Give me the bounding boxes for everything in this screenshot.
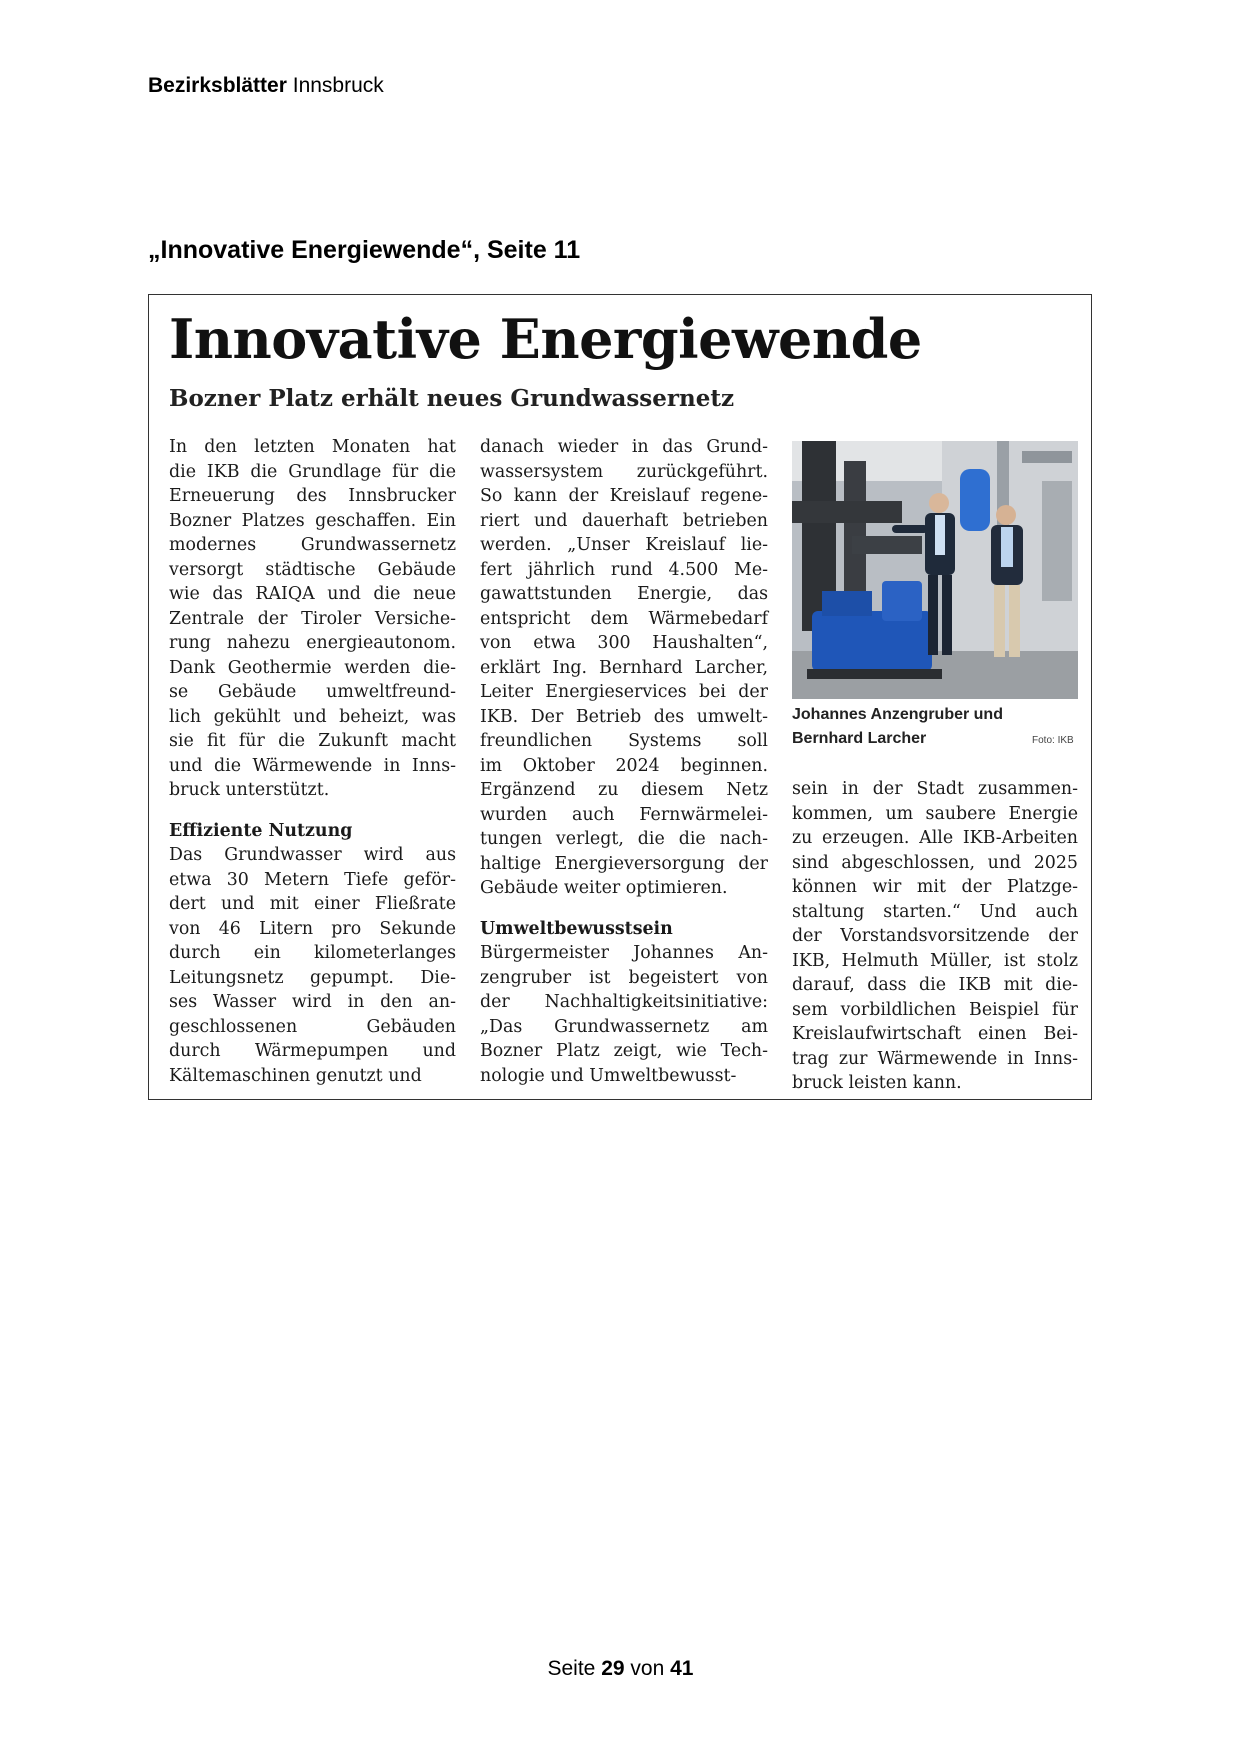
text-line: erklärt Ing. Bernhard Larcher, — [480, 657, 768, 678]
text-line: freundlichen Systems soll — [480, 731, 768, 751]
text-line: Bürgermeister Johannes An- — [480, 943, 768, 963]
text-line: entspricht dem Wärmebedarf — [480, 608, 768, 629]
text-line: nologie und Umweltbewusst- — [480, 1065, 737, 1086]
text-line: trag zur Wärmewende in Inns- — [792, 1048, 1078, 1069]
text-line: versorgt städtische Gebäude — [169, 559, 456, 580]
text-line: Erneuerung des Innsbrucker — [169, 486, 456, 506]
column-2-paragraph — [480, 435, 768, 901]
text-line: und die Wärmewende in Inns- — [169, 755, 456, 776]
page-footer — [0, 1657, 1241, 1681]
text-line: darauf, dass die IKB mit die- — [792, 975, 1078, 995]
text-line: wurden auch Fernwärmelei- — [480, 804, 768, 825]
text-line: können wir mit der Platzge- — [792, 877, 1078, 897]
section-heading-efficient-use: Effiziente Nutzung — [169, 820, 353, 841]
section-heading-environmental-awareness: Umweltbewusstsein — [480, 918, 673, 939]
article-photo — [792, 441, 1078, 699]
text-line: etwa 30 Metern Tiefe geför- — [169, 869, 456, 890]
text-line: sem vorbildlichen Beispiel für — [792, 999, 1078, 1020]
text-line: Bozner Platz zeigt, wie Tech- — [480, 1041, 768, 1061]
text-line: se Gebäude umweltfreund- — [169, 682, 456, 702]
text-line: In den letzten Monaten hat — [169, 437, 456, 457]
text-line: riert und dauerhaft betrieben — [480, 510, 768, 531]
text-line: fert jährlich rund 4.500 Me- — [480, 559, 768, 580]
text-line: geschlossenen Gebäuden — [169, 1016, 456, 1037]
text-line: Bozner Platzes geschaffen. Ein — [169, 510, 456, 531]
text-line: tungen verlegt, die die nach- — [480, 829, 768, 849]
text-line: „Das Grundwassernetz am — [480, 1016, 768, 1037]
text-line: bruck leisten kann. — [792, 1073, 962, 1093]
text-line: sind abgeschlossen, und 2025 — [792, 852, 1078, 873]
text-line: von 46 Litern pro Sekunde — [169, 918, 456, 939]
text-line: Dank Geothermie werden die- — [169, 657, 456, 678]
footer-page-number: 29 — [601, 1657, 625, 1680]
text-line: wie das RAIQA und die neue — [169, 584, 456, 604]
text-line: Zentrale der Tiroler Versiche- — [169, 608, 456, 629]
text-line: werden. „Unser Kreislauf lie- — [480, 535, 768, 555]
text-line: zengruber ist begeistert von — [480, 967, 768, 988]
text-line: rung nahezu energieautonom. — [169, 633, 456, 653]
text-line: sie fit für die Zukunft macht — [169, 731, 456, 751]
text-line: staltung starten.“ Und auch — [792, 901, 1078, 922]
text-line: zu erzeugen. Alle IKB-Arbeiten — [792, 828, 1078, 848]
clip-title: „Innovative Energiewende“, Seite 11 — [148, 236, 581, 264]
article-column-1 — [169, 435, 456, 1088]
text-line: der Vorstandsvorsitzende der — [792, 926, 1078, 946]
article-column-3 — [792, 777, 1078, 1096]
text-line: Gebäude weiter optimieren. — [480, 878, 728, 898]
text-line: danach wieder in das Grund- — [480, 437, 768, 457]
text-line: bruck unterstützt. — [169, 780, 330, 800]
text-line: modernes Grundwassernetz — [169, 535, 456, 555]
text-line: Leitungsnetz gepumpt. Die- — [169, 967, 456, 988]
text-line: sein in der Stadt zusammen- — [792, 779, 1078, 799]
text-line: So kann der Kreislauf regene- — [480, 486, 768, 506]
publication-name: Bezirksblätter — [148, 74, 287, 97]
text-line: durch Wärmepumpen und — [169, 1041, 456, 1061]
text-line: die IKB die Grundlage für die — [169, 461, 456, 482]
text-line: kommen, um saubere Energie — [792, 803, 1078, 824]
footer-prefix: Seite — [547, 1657, 596, 1680]
newspaper-clipping — [148, 294, 1092, 1100]
text-line: dert und mit einer Fließrate — [169, 894, 456, 914]
text-line: haltige Energieversorgung der — [480, 853, 768, 874]
text-line: Das Grundwasser wird aus — [169, 845, 456, 865]
text-line: Kreislaufwirtschaft einen Bei- — [792, 1024, 1078, 1044]
text-line: Kältemaschinen genutzt und — [169, 1065, 422, 1086]
column-1-paragraph-2 — [169, 843, 456, 1088]
publication-region: Innsbruck — [292, 74, 384, 97]
column-3-paragraph — [792, 777, 1078, 1096]
text-line: Ergänzend zu diesem Netz — [480, 780, 768, 800]
footer-total-pages: 41 — [670, 1657, 694, 1680]
text-line: IKB. Der Betrieb des umwelt- — [480, 706, 768, 727]
footer-middle: von — [630, 1657, 665, 1680]
column-1-paragraph — [169, 435, 456, 803]
photo-illustration — [792, 441, 1078, 699]
text-line: im Oktober 2024 beginnen. — [480, 755, 768, 776]
article-column-2 — [480, 435, 768, 1088]
text-line: Leiter Energieservices bei der — [480, 682, 768, 702]
text-line: von etwa 300 Haushalten“, — [480, 633, 768, 653]
photo-credit: Foto: IKB — [1032, 735, 1074, 746]
text-line: gawattstunden Energie, das — [480, 584, 768, 604]
article-subheadline: Bozner Platz erhält neues Grundwassernetz — [169, 385, 735, 412]
article-headline: Innovative Energiewende — [169, 307, 922, 371]
column-2-paragraph-2 — [480, 941, 768, 1088]
publication-header — [148, 74, 384, 98]
text-line: IKB, Helmuth Müller, ist stolz — [792, 950, 1078, 971]
text-line: lich gekühlt und beheizt, was — [169, 706, 456, 727]
photo-caption-text: Johannes Anzengruber und Bernhard Larcher — [792, 706, 1003, 747]
text-line: durch ein kilometerlanges — [169, 943, 456, 963]
text-line: der Nachhaltigkeitsinitiative: — [480, 992, 768, 1012]
text-line: ses Wasser wird in den an- — [169, 992, 456, 1012]
text-line: wassersystem zurückgeführt. — [480, 461, 768, 482]
